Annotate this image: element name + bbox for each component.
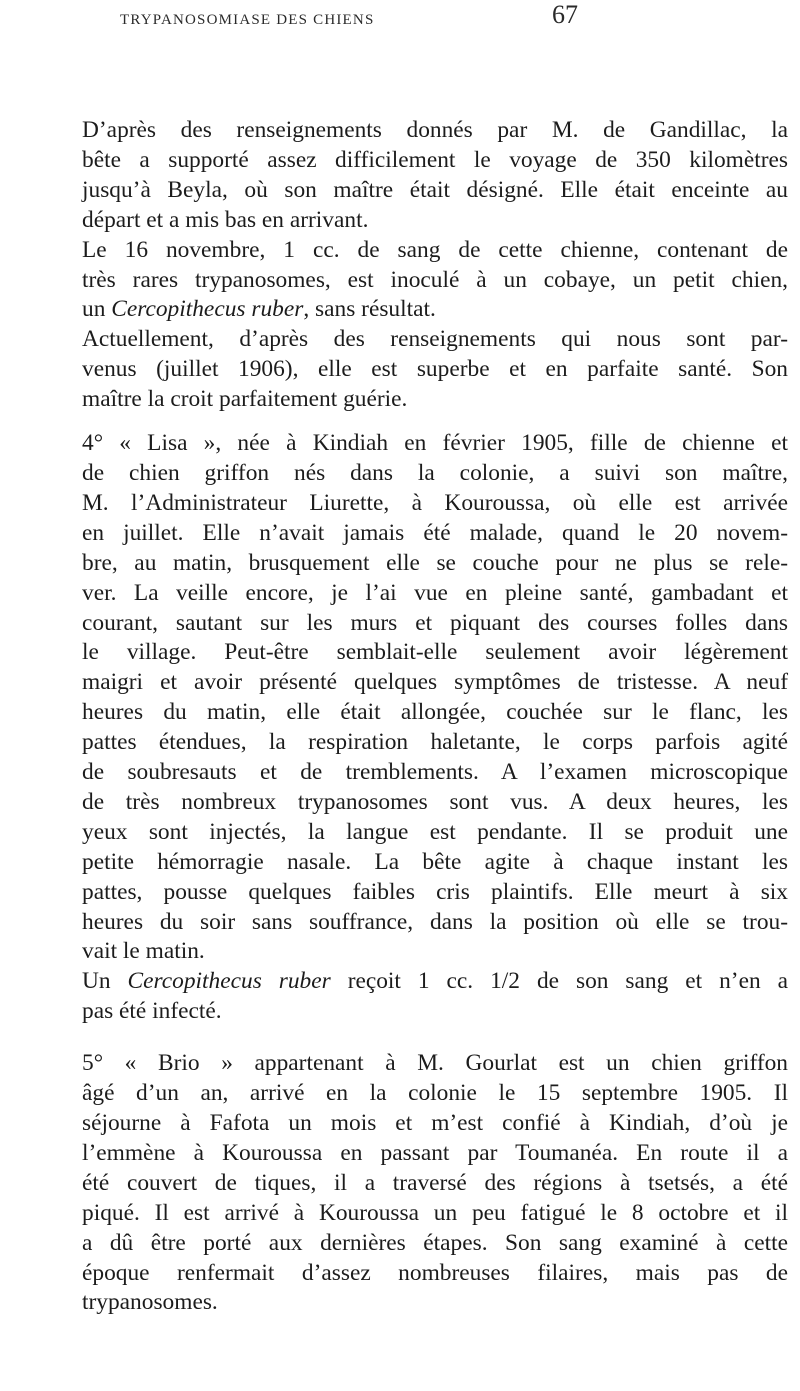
text-fragment: reçoit 1 cc. 1/2 de son sang et n’en a xyxy=(330,968,788,995)
text-line: en juillet. Elle n’avait jamais été malade, quand le 20 novem- xyxy=(82,519,788,546)
text-line: séjourne à Fafota un mois et m’est confié à Kindiah, d’où je xyxy=(82,1110,788,1136)
text-line: heures du soir sans souffrance, dans la position où elle se trou- xyxy=(82,908,788,935)
text-line xyxy=(50,295,788,325)
paragraph-actuellement xyxy=(50,325,788,415)
text-line: petite hémorragie nasale. La bête agite à chaque instant les xyxy=(82,848,788,875)
text-line: de chien griffon nés dans la colonie, a suivi son maître, xyxy=(82,459,788,486)
text-line: trypanosomes. xyxy=(82,1289,218,1316)
text-line: maigri et avoir présenté quelques symptômes de tristesse. A neuf xyxy=(82,669,788,696)
text-line: 5° « Brio » appartenant à M. Gourlat est un chien griffon xyxy=(82,1050,788,1077)
text-line: le village. Peut-être semblait-elle seulement avoir légèrement xyxy=(82,639,788,666)
text-line: pattes, pousse quelques faibles cris plaintifs. Elle meurt à six xyxy=(82,878,788,905)
species-name: Cercopithecus ruber xyxy=(127,968,331,995)
text-line: très rares trypanosomes, est inoculé à un cobaye, un petit chien, xyxy=(82,266,788,293)
text-line: de soubresauts et de tremblements. A l’examen microscopique xyxy=(82,759,788,786)
text-line: a dû être porté aux dernières étapes. Son sang examiné à cette xyxy=(82,1229,788,1256)
text-line: bête a supporté assez difficilement le voyage de 350 kilomètres xyxy=(82,146,788,173)
body-text xyxy=(50,116,788,1318)
text-line: bre, au matin, brusquement elle se couche pour ne plus se rele- xyxy=(82,549,788,576)
text-line: Le 16 novembre, 1 cc. de sang de cette chienne, contenant de xyxy=(82,236,788,263)
text-line: courant, sautant sur les murs et piquant des courses folles dans xyxy=(82,609,788,636)
text-line: l’emmène à Kouroussa en passant par Toumanéa. En route il a xyxy=(82,1139,788,1166)
text-line: piqué. Il est arrivé à Kouroussa un peu fatigué le 8 octobre et il xyxy=(82,1199,788,1226)
page-number: 67 xyxy=(552,0,578,29)
text-line: 4° « Lisa », née à Kindiah en février 1905, fille de chienne et xyxy=(82,430,788,457)
running-title: TRYPANOSOMIASE DES CHIENS xyxy=(120,12,375,28)
paragraph-brio xyxy=(50,1049,788,1318)
text-fragment: Un xyxy=(82,968,128,995)
text-line xyxy=(50,967,788,997)
paragraph-inoculation xyxy=(50,236,788,326)
text-line: été couvert de tiques, il a traversé des régions à tsetsés, a été xyxy=(82,1169,788,1196)
text-line: vait le matin. xyxy=(82,938,205,965)
text-line: âgé d’un an, arrivé en la colonie le 15 septembre 1905. Il xyxy=(82,1080,788,1107)
text-line: ver. La veille encore, je l’ai vue en pleine santé, gambadant et xyxy=(82,579,788,606)
text-line: D’après des renseignements donnés par M. de Gandillac, la xyxy=(82,117,788,143)
species-name: Cercopithecus ruber xyxy=(111,296,304,323)
text-line: jusqu’à Beyla, où son maître était désigné. Elle était enceinte au xyxy=(82,176,788,203)
text-line: pas été infecté. xyxy=(82,998,222,1025)
text-line: venus (juillet 1906), elle est superbe et en parfaite santé. Son xyxy=(82,356,788,383)
paragraph-lisa xyxy=(50,429,788,967)
text-line: M. l’Administrateur Liurette, à Kouroussa, où elle est arrivée xyxy=(82,489,788,516)
text-line: époque renfermait d’assez nombreuses filaires, mais pas de xyxy=(82,1259,788,1286)
paragraph-gandillac xyxy=(50,116,788,236)
text-line: de très nombreux trypanosomes sont vus. A deux heures, les xyxy=(82,788,788,815)
text-line: pattes étendues, la respiration haletante, le corps parfois agité xyxy=(82,729,788,756)
text-line: yeux sont injectés, la langue est pendante. Il se produit une xyxy=(82,818,788,845)
text-fragment: un xyxy=(82,296,112,323)
text-line: maître la croit parfaitement guérie. xyxy=(82,386,408,413)
text-line: heures du matin, elle était allongée, couchée sur le flanc, les xyxy=(82,699,788,726)
paragraph-cercopithecus xyxy=(50,967,788,1027)
text-line: Actuellement, d’après des renseignements qui nous sont par- xyxy=(82,326,788,353)
text-line: départ et a mis bas en arrivant. xyxy=(82,206,369,233)
text-fragment: , sans résultat. xyxy=(303,296,436,323)
